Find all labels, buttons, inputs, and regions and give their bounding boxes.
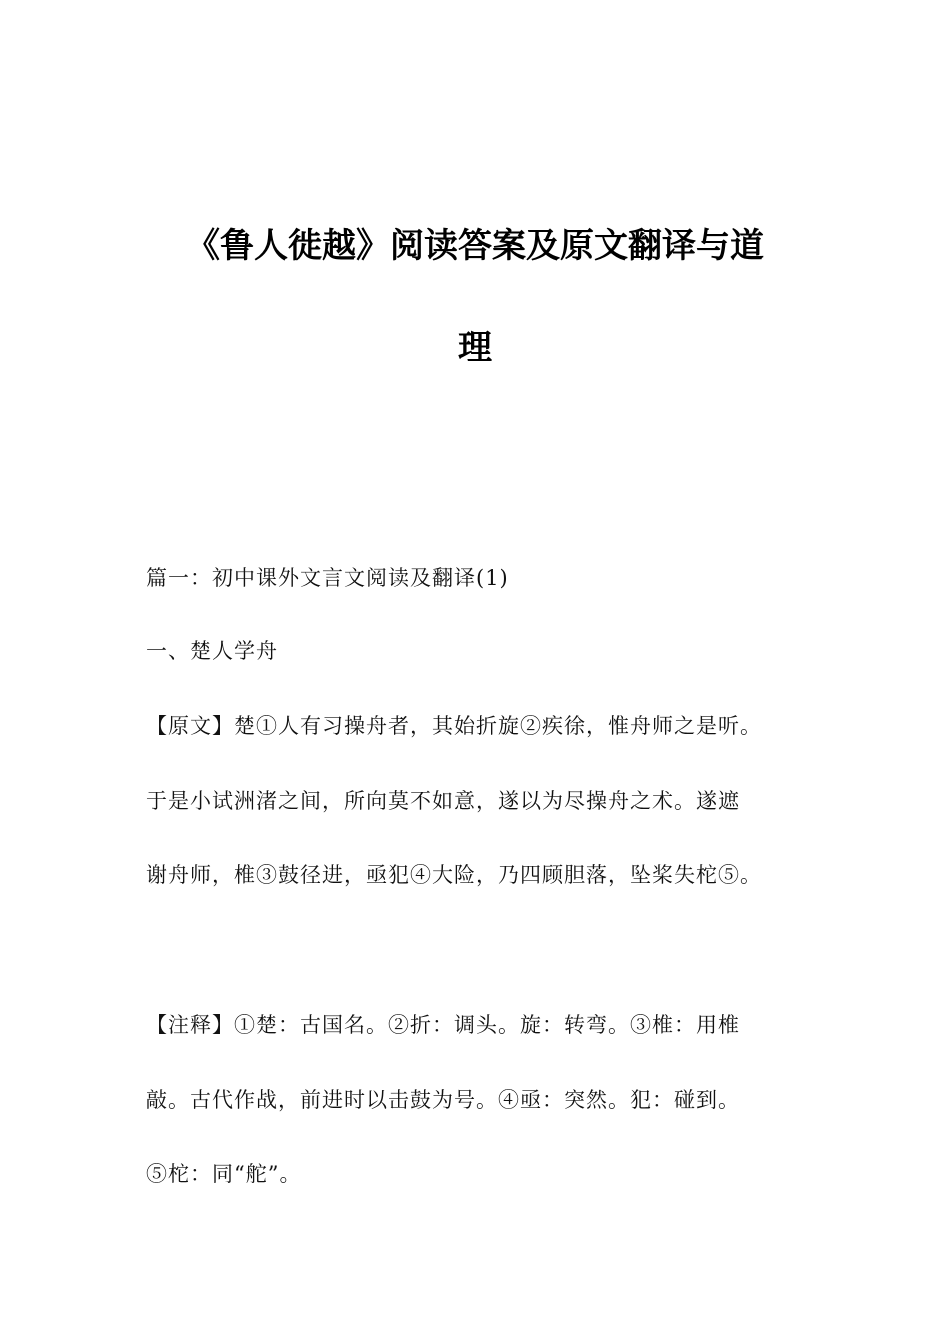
notes-line-2: 敲。古代作战，前进时以击鼓为号。④亟：突然。犯：碰到。 xyxy=(146,1088,740,1112)
notes-line-3: ⑤柁：同“舵”。 xyxy=(146,1162,302,1186)
notes-line-1: 【注释】①楚：古国名。②折：调头。旋：转弯。③椎：用椎 xyxy=(146,1013,740,1037)
original-text-line-1: 【原文】楚①人有习操舟者，其始折旋②疾徐，惟舟师之是听。 xyxy=(146,714,762,738)
original-text-line-2: 于是小试洲渚之间，所向莫不如意，遂以为尽操舟之术。遂遮 xyxy=(146,789,740,813)
subheading: 一、楚人学舟 xyxy=(146,639,278,663)
section-heading: 篇一：初中课外文言文阅读及翻译(1) xyxy=(146,566,509,590)
document-title-line-2: 理 xyxy=(458,328,492,368)
original-text-line-3: 谢舟师，椎③鼓径进，亟犯④大险，乃四顾胆落，坠桨失柁⑤。 xyxy=(146,863,762,887)
document-title-line-1: 《鲁人徙越》阅读答案及原文翻译与道 xyxy=(186,226,764,266)
